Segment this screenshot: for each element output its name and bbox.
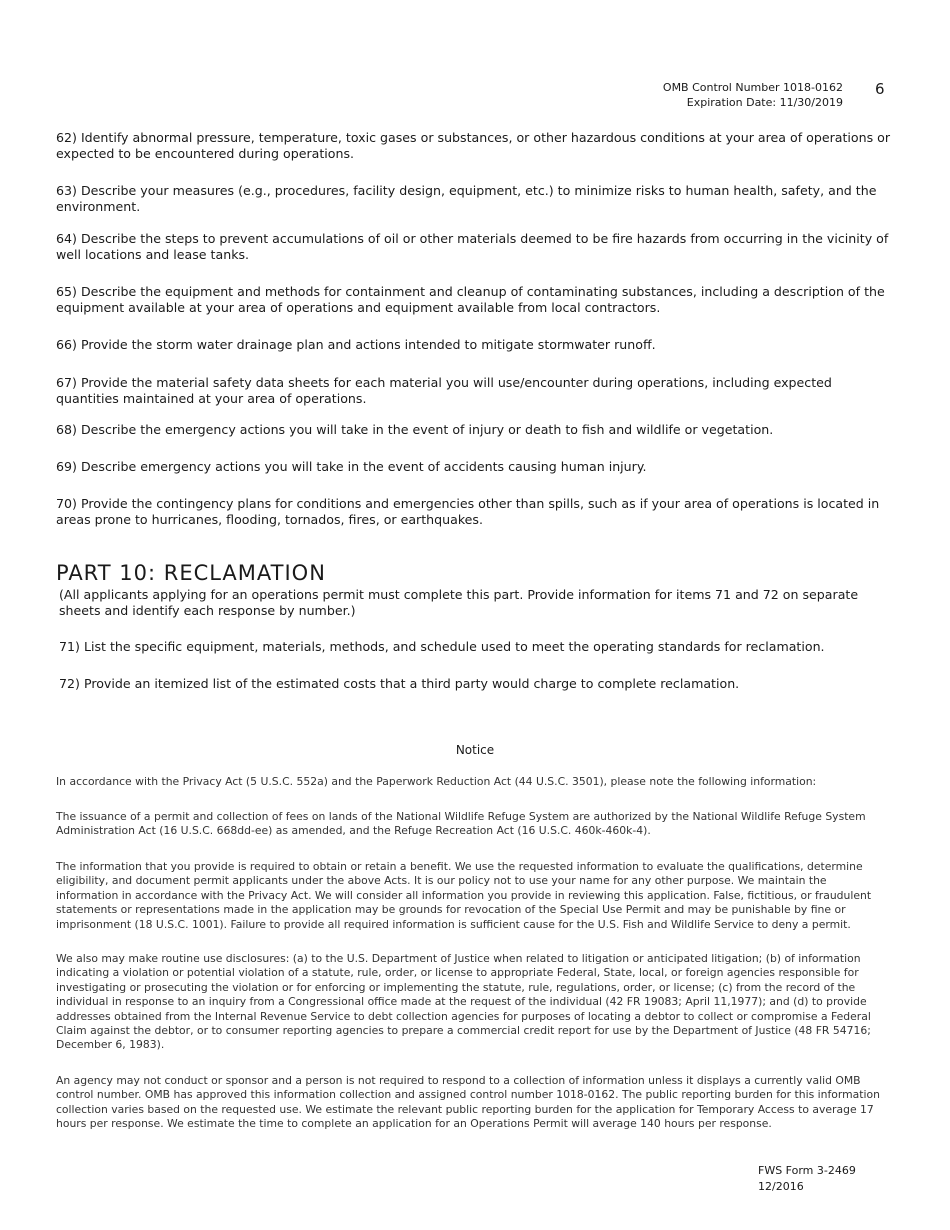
question-62: 62) Identify abnormal pressure, temperature, toxic gases or substances, or other hazardous conditions at your area of operations or expected to be encountered during operations. [56,130,891,161]
question-71: 71) List the specific equipment, materials, methods, and schedule used to meet the operating standards for reclamation. [59,639,825,654]
notice-paragraph: In accordance with the Privacy Act (5 U.S.C. 552a) and the Paperwork Reduction Act (44 U.S.C. 3501), please note the following information: [56,775,817,788]
part-10-intro: (All applicants applying for an operations permit must complete this part. Provide information for items 71 and 72 on separate sheets and identify each response by number.) [59,587,859,618]
question-64: 64) Describe the steps to prevent accumulations of oil or other materials deemed to be fire hazards from occurring in the vicinity of well locations and lease tanks. [56,231,889,262]
question-72: 72) Provide an itemized list of the estimated costs that a third party would charge to complete reclamation. [59,676,740,691]
question-66: 66) Provide the storm water drainage plan and actions intended to mitigate stormwater runoff. [56,337,656,352]
question-70: 70) Provide the contingency plans for conditions and emergencies other than spills, such as if your area of operations is located in areas prone to hurricanes, flooding, tornados, fires, or earthquakes. [56,496,880,527]
notice-paragraph: An agency may not conduct or sponsor and a person is not required to respond to a collection of information unless it displays a currently valid OMB control number. OMB has approved this information collection and assigned control number 1018-0162. The public reporting burden for this information collection varies based on the requested use. We estimate the relevant public reporting burden for the application for Temporary Access to average 17 hours per response. We estimate the time to complete an application for an Operations Permit will average 140 hours per response. [56,1074,880,1131]
expiration-date: Expiration Date: 11/30/2019 [686,96,843,109]
page-number: 6 [875,80,885,98]
question-69: 69) Describe emergency actions you will take in the event of accidents causing human injury. [56,459,647,474]
notice-paragraph: We also may make routine use disclosures: (a) to the U.S. Department of Justice when related to litigation or anticipated litigation; (b) of information indicating a violation or potential violation of a statute, rule, order, or license to appropriate Federal, State, local, or foreign agencies responsible for investigating or prosecuting the violation or for enforcing or implementing the statute, rule, regulations, order, or license; (c) from the record of the individual in response to an inquiry from a Congressional office made at the request of the individual (42 FR 19083; April 11,1977); and (d) to provide addresses obtained from the Internal Revenue Service to debt collection agencies for purposes of locating a debtor to collect or compromise a Federal Claim against the debtor, or to consumer reporting agencies to prepare a commercial credit report for use by the Department of Justice (48 FR 54716; December 6, 1983). [56,952,871,1052]
question-65: 65) Describe the equipment and methods for containment and cleanup of contaminating substances, including a description of the equipment available at your area of operations and equipment available from local contractors. [56,284,885,315]
question-68: 68) Describe the emergency actions you will take in the event of injury or death to fish and wildlife or vegetation. [56,422,774,437]
form-identifier [758,1163,856,1195]
notice-title: Notice [455,743,495,757]
form-date: 12/2016 [758,1180,804,1193]
omb-control-number: OMB Control Number 1018-0162 [662,81,843,94]
notice-paragraph: The information that you provide is required to obtain or retain a benefit. We use the requested information to evaluate the qualifications, determine eligibility, and document permit applicants under the above Acts. It is our policy not to use your name for any other purpose. We maintain the information in accordance with the Privacy Act. We will consider all information you provide in reviewing this application. False, fictitious, or fraudulent statements or representations made in the application may be grounds for revocation of the Special Use Permit and may be punishable by fine or imprisonment (18 U.S.C. 1001). Failure to provide all required information is sufficient cause for the U.S. Fish and Wildlife Service to deny a permit. [56,860,872,931]
question-67: 67) Provide the material safety data sheets for each material you will use/encounter during operations, including expected quantities maintained at your area of operations. [56,375,832,406]
omb-header [663,80,843,110]
notice-paragraph: The issuance of a permit and collection of fees on lands of the National Wildlife Refuge System are authorized by the National Wildlife Refuge System Administration Act (16 U.S.C. 668dd-ee) as amended, and the Refuge Recreation Act (16 U.S.C. 460k-460k-4). [56,810,866,838]
question-63: 63) Describe your measures (e.g., procedures, facility design, equipment, etc.) to minimize risks to human health, safety, and the environment. [56,183,877,214]
part-10-title: PART 10: RECLAMATION [56,561,326,585]
form-number: FWS Form 3-2469 [758,1164,856,1177]
